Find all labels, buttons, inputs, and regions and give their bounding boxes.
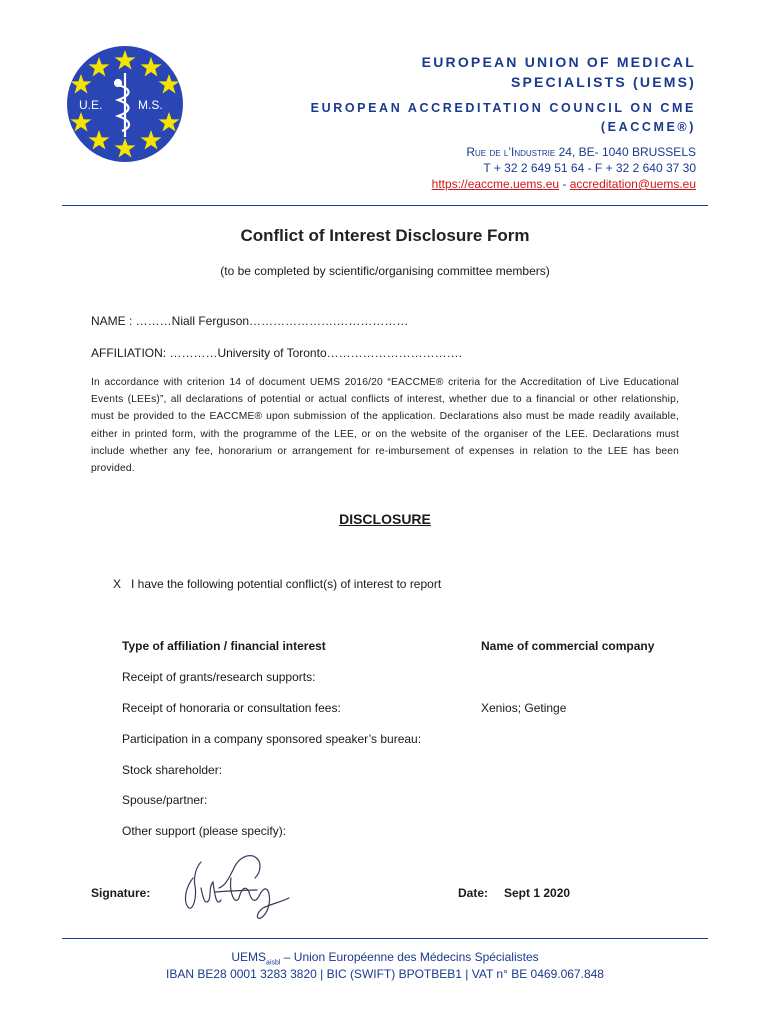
- form-title: Conflict of Interest Disclosure Form: [240, 226, 530, 245]
- footer-org-prefix: UEMS: [231, 950, 267, 964]
- address-street: Rue de l’Industrie: [466, 145, 556, 159]
- table-row-value: Xenios; Getinge: [481, 701, 567, 715]
- name-field: NAME : ………Niall Ferguson………………….………………: [91, 314, 409, 328]
- uems-logo: [66, 45, 184, 163]
- date-value: Sept 1 2020: [504, 886, 571, 900]
- table-row-label: Spouse/partner:: [122, 793, 208, 807]
- org-name-line2: SPECIALISTS (UEMS): [510, 74, 696, 90]
- table-row-label: Other support (please specify):: [122, 824, 287, 838]
- footer-org: [0, 950, 770, 966]
- conflict-checkbox-row[interactable]: [113, 577, 441, 591]
- handwritten-signature: [175, 848, 300, 923]
- footer-org-rest: – Union Européenne des Médecins Spécialistes: [280, 950, 539, 964]
- col-header-company: Name of commercial company: [481, 639, 655, 653]
- logo-text-right: M.S.: [138, 98, 163, 112]
- logo-text-left: U.E.: [79, 98, 103, 112]
- form-subtitle: (to be completed by scientific/organising committee members): [220, 264, 550, 278]
- email-link[interactable]: accreditation@uems.eu: [569, 177, 696, 191]
- table-row-label: Stock shareholder:: [122, 763, 223, 777]
- header-divider: [62, 205, 708, 206]
- phone-fax: T + 32 2 649 51 64 - F + 32 2 640 37 30: [483, 161, 696, 175]
- contact-links: [432, 177, 696, 191]
- footer-org-sub: aisbl: [266, 959, 281, 967]
- council-line2: (EACCME®): [600, 120, 696, 134]
- org-name-line1: EUROPEAN UNION OF MEDICAL: [421, 54, 696, 70]
- disclosure-heading: DISCLOSURE: [339, 511, 431, 527]
- footer-divider: [62, 938, 708, 939]
- signature-label: Signature:: [91, 886, 151, 900]
- footer-bank: IBAN BE28 0001 3283 3820 | BIC (SWIFT) BPOTBEB1 | VAT n° BE 0469.067.848: [166, 967, 604, 981]
- table-row-label: Participation in a company sponsored speaker’s bureau:: [122, 732, 422, 746]
- link-separator: -: [559, 177, 570, 191]
- table-row-label: Receipt of grants/research supports:: [122, 670, 316, 684]
- address: [466, 145, 696, 159]
- date-label: Date:: [458, 886, 489, 900]
- col-header-type: Type of affiliation / financial interest: [122, 639, 326, 653]
- check-text: I have the following potential conflict(s) of interest to report: [131, 577, 442, 591]
- criteria-paragraph: In accordance with criterion 14 of document UEMS 2016/20 “EACCME® criteria for the Accreditation of Live Educational Events (LEEs)”, all declarations of potential or actual conflicts of interest, whether due to a financial or other relationship, must be provided to the EACCME® upon submission of the application. Declarations also must be made readily available, either in printed form, with the programme of the LEE, or on the website of the organiser of the LEE. Declarations must include whether any fee, honorarium or arrangement for re-imbursement of expenses in relation to the LEE has been provided.: [91, 377, 679, 475]
- council-line1: EUROPEAN ACCREDITATION COUNCIL ON CME: [310, 101, 696, 115]
- table-row-label: Receipt of honoraria or consultation fees:: [122, 701, 341, 715]
- address-rest: 24, BE- 1040 BRUSSELS: [555, 145, 696, 159]
- affiliation-field: AFFILIATION: …………University of Toronto…………………………….: [91, 346, 462, 360]
- check-mark: X: [113, 577, 122, 591]
- website-link[interactable]: https://eaccme.uems.eu: [431, 177, 560, 191]
